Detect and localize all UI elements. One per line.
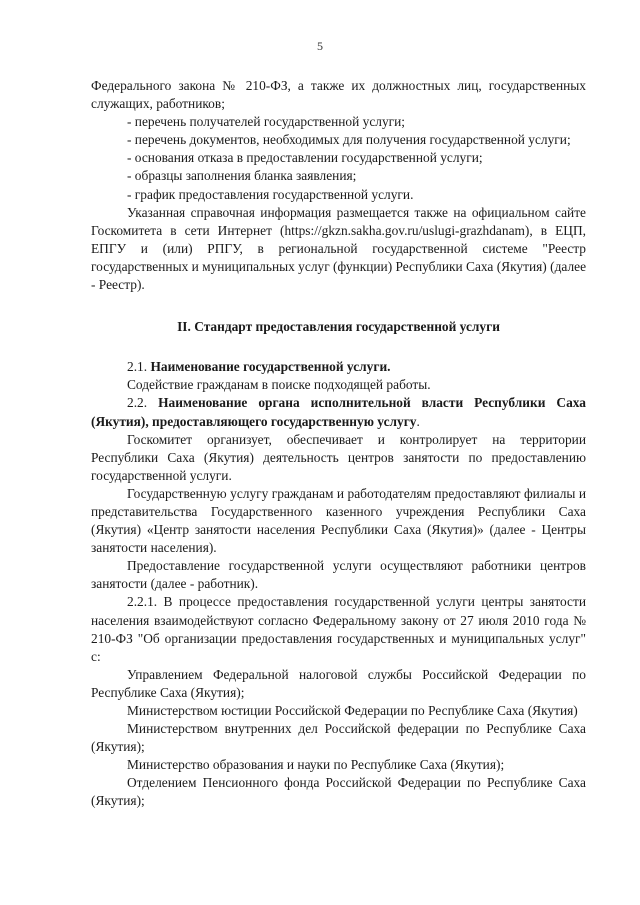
- section-heading: II. Стандарт предоставления государственной услуги: [177, 319, 500, 335]
- list-item: - перечень получателей государственной услуги;: [127, 114, 406, 130]
- info-paragraph: Указанная справочная информация размещается также на официальном сайте Госкомитета в сети Интернет (https://gkzn.sakha.gov.ru/uslugi-grazhdanam), в ЕЦП, ЕПГУ и (или) РПГУ, в региональной государственной системе "Реестр государственных и муниципальных услуг (функции) Республики Саха (Якутия) (далее - Реестр).: [91, 204, 587, 293]
- agency-item: Министерство образования и науки по Республике Саха (Якутия);: [127, 757, 505, 773]
- intro-continuation: Федерального закона № 210-ФЗ, а также их должностных лиц, государственных служащих, работников;: [91, 78, 586, 112]
- item-title: Наименование органа исполнительной власти Республики Саха (Якутия), предоставляющего государственную услугу: [91, 395, 586, 429]
- document-body: [91, 77, 586, 811]
- item-2-1-text: Содействие гражданам в поиске подходящей работы.: [127, 377, 431, 393]
- list-item: - перечень документов, необходимых для получения государственной услуги;: [127, 132, 571, 148]
- list-item: - основания отказа в предоставлении государственной услуги;: [127, 150, 483, 166]
- list-item: - образцы заполнения бланка заявления;: [127, 168, 357, 184]
- paragraph: Государственную услугу гражданам и работодателям предоставляют филиалы и представительства Государственного казенного учреждения Республики Саха (Якутия) «Центр занятости населения Республики Саха (Якутия)» (далее - Центры занятости населения).: [91, 485, 586, 556]
- item-2-2: [91, 394, 586, 430]
- paragraph: Предоставление государственной услуги осуществляют работники центров занятости (далее - работник).: [91, 558, 586, 592]
- item-title-end: .: [416, 413, 420, 429]
- item-number: 2.1.: [127, 359, 148, 375]
- agency-item: Министерством юстиции Российской Федерации по Республике Саха (Якутия): [127, 703, 578, 718]
- page-number: 5: [317, 39, 323, 53]
- list-item: - график предоставления государственной услуги.: [127, 186, 414, 202]
- agency-item: Министерством внутренних дел Российской федерации по Республике Саха (Якутия);: [91, 721, 586, 755]
- item-2-1: [91, 358, 586, 376]
- agency-item: Управлением Федеральной налоговой службы Российской Федерации по Республике Саха (Якутия);: [91, 666, 586, 700]
- paragraph: Госкомитет организует, обеспечивает и контролирует на территории Республики Саха (Якутия) деятельность центров занятости по предоставлению государственной услуги.: [91, 431, 586, 483]
- item-number: 2.2.: [127, 395, 148, 411]
- paragraph: 2.2.1. В процессе предоставления государственной услуги центры занятости населения взаимодействуют согласно Федеральному закону от 27 июля 2010 года № 210-ФЗ "Об организации предоставления государственных и муниципальных услуг" с:: [91, 594, 586, 664]
- item-title: Наименование государственной услуги.: [150, 359, 391, 375]
- agency-item: Отделением Пенсионного фонда Российской Федерации по Республике Саха (Якутия);: [91, 775, 586, 809]
